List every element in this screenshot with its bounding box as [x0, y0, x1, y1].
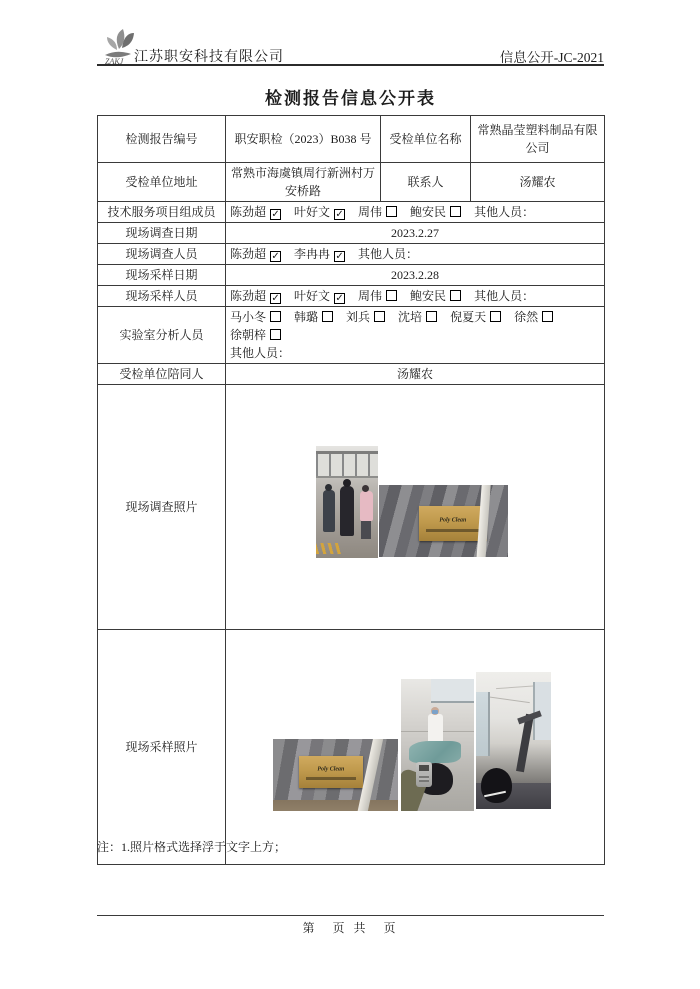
person-silhouette — [360, 491, 373, 521]
label-survey-photos: 现场调查照片 — [98, 385, 226, 630]
staff-member — [358, 289, 397, 303]
label-survey-date: 现场调查日期 — [98, 223, 226, 244]
value-survey-date: 2023.2.27 — [226, 223, 605, 244]
staff-member — [398, 310, 437, 324]
staff-member — [230, 310, 281, 324]
label-sample-photos: 现场采样照片 — [98, 630, 226, 865]
other-staff-label: 其他人员： — [230, 346, 291, 360]
brass-plaque — [419, 506, 487, 541]
label-contact: 联系人 — [381, 163, 471, 202]
other-staff-label: 其他人员： — [474, 205, 535, 219]
staff-member — [294, 205, 345, 219]
equipment-arm — [516, 714, 534, 773]
staff-member-name: 鲍安民 — [410, 205, 447, 219]
staff-member — [294, 247, 345, 261]
person-silhouette — [340, 486, 354, 536]
staff-member-name: 叶好文 — [294, 289, 331, 303]
label-report-no: 检测报告编号 — [98, 116, 226, 163]
row-sample-staff — [98, 286, 605, 307]
value-unit-name: 常熟晶莹塑料制品有限公司 — [471, 116, 605, 163]
value-team — [226, 202, 605, 223]
staff-member — [410, 205, 461, 219]
label-unit-name: 受检单位名称 — [381, 116, 471, 163]
value-accompany: 汤耀农 — [226, 364, 605, 385]
sample-photo-plaque — [273, 739, 398, 811]
checkbox-unchecked[interactable] — [542, 311, 553, 322]
company-name: 江苏职安科技有限公司 — [134, 50, 284, 65]
person-head — [481, 768, 512, 803]
teal-material — [409, 741, 461, 763]
plaque-brand-text: Poly Clean — [317, 765, 345, 773]
row-unit-address — [98, 163, 605, 202]
value-contact: 汤耀农 — [471, 163, 605, 202]
staff-member-name: 沈培 — [398, 310, 423, 324]
staff-member — [294, 310, 333, 324]
staff-member-name: 陈劲超 — [230, 247, 267, 261]
window-band — [431, 679, 474, 703]
checkbox-unchecked[interactable] — [450, 290, 461, 301]
staff-member — [358, 205, 397, 219]
staff-member — [230, 289, 281, 303]
checkbox-unchecked[interactable] — [386, 290, 397, 301]
checkbox-checked[interactable]: ✓ — [335, 293, 344, 304]
row-survey-staff — [98, 244, 605, 265]
other-staff-label: 其他人员： — [474, 289, 535, 303]
plaque-subtext-line — [426, 529, 479, 532]
page-title: 检测报告信息公开表 — [265, 89, 436, 108]
survey-photo-plaque — [379, 485, 508, 557]
row-accompany — [98, 364, 605, 385]
window-left — [476, 692, 490, 756]
staff-member — [230, 328, 281, 342]
label-sample-date: 现场采样日期 — [98, 265, 226, 286]
row-survey-date — [98, 223, 605, 244]
staff-member-name: 陈劲超 — [230, 289, 267, 303]
label-sample-staff: 现场采样人员 — [98, 286, 226, 307]
checkbox-unchecked[interactable] — [450, 206, 461, 217]
sample-photo-indoor — [401, 679, 474, 811]
footnote: 注：1.照片格式选择浮于文字上方； — [97, 840, 287, 854]
checkbox-checked[interactable]: ✓ — [335, 251, 344, 262]
survey-photo-corridor — [316, 446, 378, 558]
staff-member-name: 鲍安民 — [410, 289, 447, 303]
plaque-brand-text: Poly Clean — [439, 516, 467, 524]
value-unit-address: 常熟市海虞镇周行新洲村万安桥路 — [226, 163, 381, 202]
footer-divider — [97, 915, 604, 916]
checkbox-unchecked[interactable] — [426, 311, 437, 322]
handheld-instrument — [416, 762, 432, 787]
sample-photo-workshop — [476, 672, 551, 809]
staff-member-name: 周伟 — [358, 289, 383, 303]
row-survey-photos — [98, 385, 605, 630]
survey-photos-cell — [226, 385, 605, 630]
plaque-subtext-line — [306, 777, 356, 780]
value-report-no: 职安职检（2023）B038 号 — [226, 116, 381, 163]
checkbox-unchecked[interactable] — [386, 206, 397, 217]
label-team: 技术服务项目组成员 — [98, 202, 226, 223]
staff-member — [450, 310, 501, 324]
checkbox-checked[interactable]: ✓ — [335, 209, 344, 220]
brass-plaque — [299, 756, 363, 788]
staff-member-name: 马小冬 — [230, 310, 267, 324]
staff-member-name: 徐然 — [514, 310, 539, 324]
staff-member-name: 陈劲超 — [230, 205, 267, 219]
label-accompany: 受检单位陪同人 — [98, 364, 226, 385]
label-unit-address: 受检单位地址 — [98, 163, 226, 202]
staff-member-name: 倪夏天 — [450, 310, 487, 324]
checkbox-checked[interactable]: ✓ — [271, 251, 280, 262]
value-sample-staff — [226, 286, 605, 307]
staff-member-name: 李冉冉 — [294, 247, 331, 261]
value-survey-staff — [226, 244, 605, 265]
staff-member — [410, 289, 461, 303]
sample-photos-cell — [226, 630, 605, 865]
staff-member — [230, 247, 281, 261]
label-lab-staff: 实验室分析人员 — [98, 307, 226, 364]
staff-member — [294, 289, 345, 303]
page-footer: 第 页 共 页 — [302, 921, 399, 935]
other-staff-label: 其他人员： — [358, 247, 419, 261]
row-report-no — [98, 116, 605, 163]
checkbox-checked[interactable]: ✓ — [271, 293, 280, 304]
labcoat-person — [428, 714, 443, 742]
corridor-windows — [316, 451, 378, 478]
staff-member-name: 徐朝梓 — [230, 328, 267, 342]
table-edge — [273, 800, 398, 811]
checkbox-unchecked[interactable] — [270, 311, 281, 322]
staff-member — [230, 205, 281, 219]
person-silhouette — [323, 490, 335, 532]
staff-member-name: 韩璐 — [294, 310, 319, 324]
header-divider — [97, 64, 604, 66]
checkbox-unchecked[interactable] — [270, 329, 281, 340]
doc-code: 信息公开-JC-2021 — [499, 50, 604, 65]
checkbox-checked[interactable]: ✓ — [271, 209, 280, 220]
row-sample-photos — [98, 630, 605, 865]
white-pipe — [476, 485, 491, 557]
svg-text:ZAKJ: ZAKJ — [105, 57, 124, 65]
row-sample-date — [98, 265, 605, 286]
value-lab-staff — [226, 307, 605, 364]
report-info-table — [97, 115, 605, 865]
staff-member — [346, 310, 385, 324]
staff-member-name: 叶好文 — [294, 205, 331, 219]
row-lab-staff — [98, 307, 605, 364]
staff-member — [514, 310, 553, 324]
row-team — [98, 202, 605, 223]
checkbox-unchecked[interactable] — [322, 311, 333, 322]
value-sample-date: 2023.2.28 — [226, 265, 605, 286]
label-survey-staff: 现场调查人员 — [98, 244, 226, 265]
staff-member-name: 刘兵 — [346, 310, 371, 324]
floor-marking — [316, 543, 342, 554]
checkbox-unchecked[interactable] — [490, 311, 501, 322]
staff-member-name: 周伟 — [358, 205, 383, 219]
checkbox-unchecked[interactable] — [374, 311, 385, 322]
